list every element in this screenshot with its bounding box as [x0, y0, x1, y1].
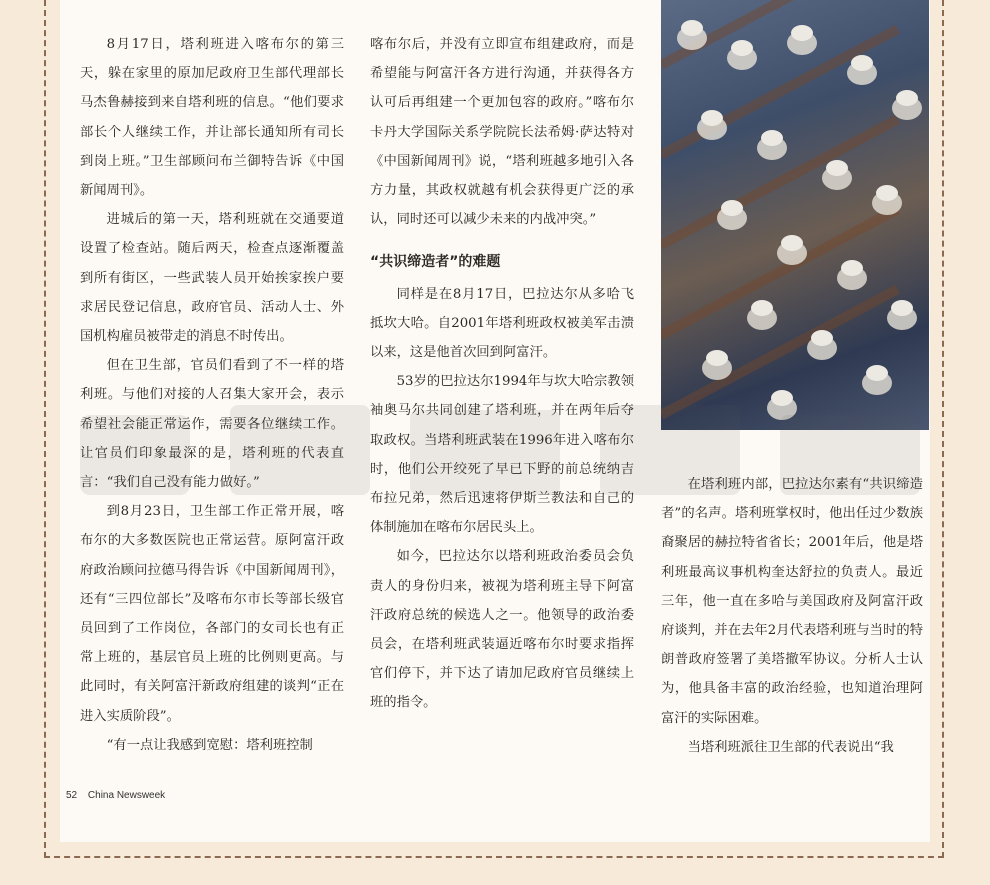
magazine-name: China Newsweek — [87, 790, 166, 801]
paragraph: 喀布尔后，并没有立即宣布组建政府，而是希望能与阿富汗各方进行沟通，并获得各方认可后再组建一个更加包容的政府。”喀布尔卡丹大学国际关系学院院长法希姆·萨达特对《中国新闻周刊》说，“塔利班越多地引入各方力量，其政权就越有机会获得更广泛的承认，同时还可以减少未来的内战冲突。” — [370, 37, 634, 228]
column-2 — [370, 30, 634, 718]
paragraph: 但在卫生部，官员们看到了不一样的塔利班。与他们对接的人召集大家开会，表示希望社会能正常运作，需要各位继续工作。让官员们印象最深的是，塔利班的代表直言：“我们自己没有能力做好。” — [80, 358, 344, 491]
page-footer — [66, 790, 165, 801]
page-number: 52 — [66, 790, 78, 801]
paragraph: 在塔利班内部，巴拉达尔素有“共识缔造者”的名声。塔利班掌权时，他出任过少数族裔聚居的赫拉特省省长；2001年后，他是塔利班最高议事机构奎达舒拉的负责人。最近三年，他一直在多哈与美国政府及阿富汗政府谈判，并在去年2月代表塔利班与当时的特朗普政府签署了美塔撤军协议。分析人士认为，他具备丰富的政治经验，也知道治理阿富汗的实际困难。 — [661, 477, 923, 726]
section-subheading: “共识缔造者”的难题 — [370, 254, 501, 271]
paragraph: 53岁的巴拉达尔1994年与坎大哈宗教领袖奥马尔共同创建了塔利班，并在两年后夺取政权。当塔利班武装在1996年进入喀布尔时，他们公开绞死了早已下野的前总统纳吉布拉兄弟，然后迅速将伊斯兰教法和自己的体制施加在喀布尔居民头上。 — [370, 374, 634, 536]
paragraph: 到8月23日，卫生部工作正常开展，喀布尔的大多数医院也正常运营。原阿富汗政府政治顾问拉德马得告诉《中国新闻周刊》，还有“三四位部长”及喀布尔市长等部长级官员回到了工作岗位，各部门的女司长也有正常上班的，基层官员上班的比例则更高。与此同时，有关阿富汗新政府组建的谈判“正在进入实质阶段”。 — [80, 504, 344, 724]
paragraph: 如今，巴拉达尔以塔利班政治委员会负责人的身份归来，被视为塔利班主导下阿富汗政府总统的候选人之一。他领导的政治委员会，在塔利班武装逼近喀布尔时要求指挥官们停下，并下达了请加尼政府官员继续上班的指令。 — [370, 549, 634, 711]
paragraph: “有一点让我感到宽慰：塔利班控制 — [106, 737, 313, 753]
paragraph: 8月17日，塔利班进入喀布尔的第三天，躲在家里的原加尼政府卫生部代理部长马杰鲁赫接到来自塔利班的信息。“他们要求部长个人继续工作，并让部长通知所有司长到岗上班。”卫生部顾问布兰御特告诉《中国新闻周刊》。 — [80, 37, 344, 199]
paragraph: 进城后的第一天，塔利班就在交通要道设置了检查站。随后两天，检查点逐渐覆盖到所有街区，一些武装人员开始挨家挨户要求居民登记信息，政府官员、活动人士、外国机构雇员被带走的消息不时传出。 — [80, 212, 344, 345]
column-3 — [661, 470, 923, 762]
column-1 — [80, 30, 344, 760]
paragraph: 同样是在8月17日，巴拉达尔从多哈飞抵坎大哈。自2001年塔利班政权被美军击溃以来，这是他首次回到阿富汗。 — [370, 286, 634, 361]
assembly-photo — [661, 0, 929, 430]
paragraph: 当塔利班派往卫生部的代表说出“我 — [687, 739, 894, 755]
